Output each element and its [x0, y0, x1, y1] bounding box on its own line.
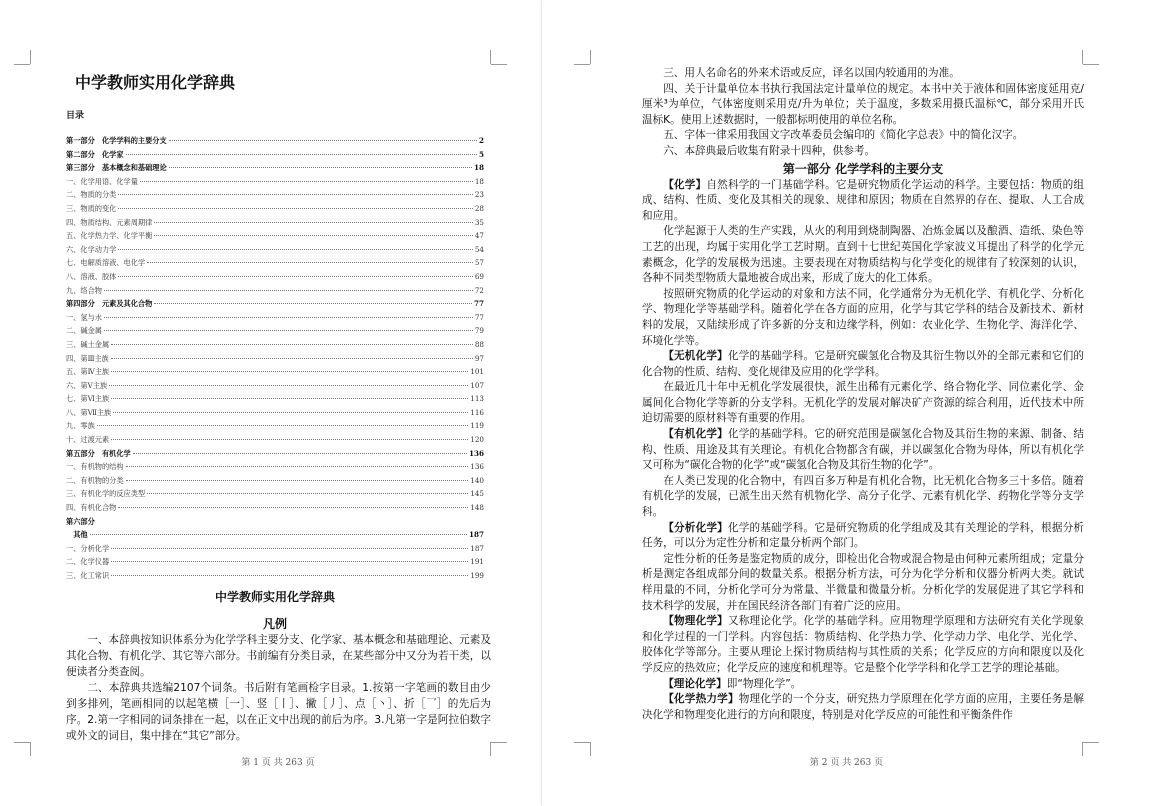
entry-text: 自然科学的一门基础学科。它是研究物质化学运动的科学。主要包括：物质的组成、结构、性质、变化及其相关的现象、规律和原因；物质在自然界的存在、提取、人工合成和应用。	[642, 178, 1085, 222]
toc-leader-dots	[118, 507, 468, 508]
toc-entry-title: 九、络合物	[66, 285, 102, 295]
dictionary-entry	[642, 552, 1084, 614]
toc-leader-dots	[111, 561, 468, 562]
toc-entry-page: 2	[478, 136, 484, 145]
toc-entry[interactable]	[66, 557, 484, 571]
corner-mark	[490, 50, 491, 64]
toc-entry-title: 六、第Ⅴ主族	[66, 380, 108, 390]
toc-leader-dots	[118, 249, 473, 250]
toc-entry[interactable]	[66, 272, 484, 286]
dictionary-entry	[642, 287, 1084, 349]
toc-leader-dots	[118, 194, 473, 195]
toc-entry-page: 57	[474, 258, 484, 268]
toc-leader-dots	[113, 412, 468, 413]
toc-entry-page: 77	[473, 299, 484, 309]
toc-leader-dots	[133, 453, 467, 454]
toc-entry[interactable]	[66, 544, 484, 558]
toc-entry-title: 三、碱土金属	[66, 339, 110, 349]
toc-entry[interactable]	[66, 462, 484, 476]
table-of-contents	[66, 136, 484, 585]
toc-entry[interactable]	[66, 489, 484, 503]
toc-entry-title: 二、有机物的分类	[66, 475, 124, 485]
entry-term: 【分析化学】	[663, 521, 728, 534]
toc-leader-dots	[169, 167, 472, 168]
toc-entry[interactable]	[66, 286, 484, 300]
toc-leader-dots	[111, 548, 468, 549]
corner-mark	[491, 64, 507, 65]
toc-entry-page: 119	[470, 421, 484, 431]
toc-entry[interactable]	[66, 503, 484, 517]
dictionary-entry	[642, 224, 1084, 286]
toc-entry[interactable]	[66, 326, 484, 340]
entry-term: 【理论化学】	[663, 677, 727, 690]
toc-entry-title: 五、第Ⅳ主族	[66, 367, 110, 377]
toc-entry[interactable]	[66, 421, 484, 435]
entry-term: 【有机化学】	[663, 428, 728, 441]
toc-entry-page: 199	[470, 571, 484, 580]
toc-leader-dots	[111, 398, 468, 399]
entry-text: 在人类已发现的化合物中，有四百多万种是有机化合物，比无机化合物多三十多倍。随着有机化学的发展，已派生出天然有机物化学、高分子化学、元素有机化学、药物化学等分支学科。	[642, 474, 1084, 519]
paragraph: 六、本辞典最后收集有附录十四种，供参考。	[663, 144, 876, 157]
toc-leader-dots	[111, 358, 473, 359]
toc-entry-title: 五、化学热力学、化学平衡	[66, 231, 153, 241]
toc-entry[interactable]	[66, 136, 484, 150]
corner-mark	[14, 742, 30, 743]
toc-leader-dots	[154, 222, 473, 223]
toc-leader-dots	[97, 425, 469, 426]
toc-entry-page: 191	[470, 557, 484, 567]
toc-entry-title: 一、有机物的结构	[66, 462, 124, 472]
toc-entry[interactable]	[66, 190, 484, 204]
toc-entry[interactable]	[66, 435, 484, 449]
toc-entry[interactable]	[66, 530, 484, 544]
toc-leader-dots	[126, 466, 469, 467]
part-heading: 第一部分 化学学科的主要分支	[782, 161, 944, 176]
toc-entry-title: 二、碱金属	[66, 326, 102, 336]
toc-entry-page: 35	[474, 217, 484, 227]
toc-entry[interactable]	[66, 354, 484, 368]
toc-leader-dots	[109, 385, 468, 386]
toc-leader-dots	[126, 154, 477, 155]
toc-entry-page: 101	[470, 367, 484, 377]
toc-entry-page: 18	[474, 176, 484, 186]
toc-entry[interactable]	[66, 394, 484, 408]
toc-entry-title: 其他	[66, 530, 88, 540]
toc-entry-page: 148	[470, 503, 484, 513]
entry-text: 又称理论化学。化学的基础学科。应用物理学原理和方法研究有关化学现象和化学过程的一门学科。内容包括：物质结构、化学热力学、化学动力学、电化学、光化学、胶体化学等部分。主要从理论上探讨物质结构与其性质的关系；化学反应的方向和限度以及化学反应的热效应；化学反应的速度和机理等。它是整个化学学科和化学工艺学的理论基础。	[642, 615, 1085, 674]
toc-entry-page: 116	[470, 407, 484, 417]
entry-text: 化学的基础学科。它是研究物质的化学组成及其有关理论的学科，根据分析任务，可以分为定性分析和定量分析两个部门。	[642, 521, 1085, 550]
corner-mark	[30, 742, 31, 756]
entry-text: 化学的基础学科。它是研究碳氢化合物及其衍生物以外的全部元素和它们的化合物的性质、结构、变化规律及应用的化学学科。	[642, 350, 1085, 378]
toc-entry-title: 第二部分 化学家	[66, 149, 124, 159]
toc-entry[interactable]	[66, 231, 484, 245]
document-title: 中学教师实用化学辞典	[75, 73, 236, 92]
corner-mark	[490, 742, 491, 756]
toc-entry[interactable]	[66, 381, 484, 395]
toc-entry[interactable]	[66, 367, 484, 381]
toc-leader-dots	[104, 290, 473, 291]
dictionary-entry	[642, 677, 1084, 693]
entry-term: 【物理化学】	[663, 615, 728, 628]
toc-entry-page: 88	[474, 339, 484, 349]
paragraph: 一、本辞典按知识体系分为化学学科主要分支、化学家、基本概念和基础理论、元素及其化合物、有机化学、其它等六部分。书前编有分类目录，在某些部分中又分为若干类，以便读者分类查阅。	[66, 634, 491, 678]
toc-entry-page: 77	[474, 312, 484, 322]
toc-entry[interactable]	[66, 517, 484, 531]
page1-body	[66, 632, 491, 744]
toc-entry[interactable]	[66, 313, 484, 327]
paragraph: 三、用人名命名的外来术语或反应，译名以国内较通用的为准。	[663, 67, 960, 79]
toc-leader-dots	[147, 493, 468, 494]
toc-entry[interactable]	[66, 177, 484, 191]
entries	[642, 178, 1084, 724]
entry-text: 在最近几十年中无机化学发展很快，派生出稀有元素化学、络合物化学、同位素化学、金属间化合物化学等新的分支学科。无机化学的发展对解决矿产资源的综合利用，近代技术中所迫切需要的原材料等有重要的作用。	[642, 381, 1084, 425]
corner-mark	[574, 64, 590, 65]
toc-entry-page: 97	[474, 353, 484, 363]
paragraph: 二、本辞典共选编2107个词条。书后附有笔画检字目录。1.按第一字笔画的数目由少到多排列，笔画相同的以起笔横［一］、竖［丨］、撇［丿］、点［丶］、折［乛］的先后为序。2.第一字相同的词条排在一起，以在正文中出现的前后为序。3.凡第一字是阿拉伯数字或外文的词目，集中排在“其它”部分。	[66, 682, 491, 742]
toc-entry-page: 136	[468, 448, 484, 458]
toc-entry[interactable]	[66, 204, 484, 218]
dictionary-entry	[642, 427, 1084, 474]
toc-leader-dots	[147, 262, 473, 263]
toc-entry-page: 113	[470, 394, 484, 404]
dictionary-entry	[642, 692, 1084, 723]
toc-entry-title: 七、电解质溶液、电化学	[66, 258, 146, 268]
dictionary-entry	[642, 521, 1084, 552]
page-2	[542, 0, 1151, 806]
entry-text: 物理化学的一个分支，研究热力学原理在化学方面的应用，主要任务是解决化学和物理变化进行的方向和限度，特别是对化学反应的可能性和平衡条件作	[642, 693, 1085, 721]
toc-entry[interactable]	[66, 150, 484, 164]
dictionary-entry	[642, 349, 1084, 380]
toc-entry[interactable]	[66, 163, 484, 177]
toc-leader-dots	[126, 480, 469, 481]
toc-leader-dots	[118, 276, 473, 277]
corner-mark	[1082, 50, 1083, 64]
toc-entry-page: 23	[474, 190, 484, 200]
toc-entry-title: 四、物质结构、元素周期律	[66, 217, 153, 227]
entry-text: 化学的基础学科。它的研究范围是碳氢化合物及其衍生物的来源、制备、结构、性质、用途及其有关理论。有机化合物都含有碳，并以碳氢化合物为母体，所以有机化学又可称为“碳化合物的化学”或“碳氢化合物及其衍生物的化学”。	[642, 428, 1085, 472]
section-title: 凡例	[262, 617, 287, 631]
toc-entry-page: 72	[474, 285, 484, 295]
toc-entry-page: 140	[470, 475, 484, 485]
entry-text: 即“物理化学”。	[726, 677, 802, 690]
toc-entry[interactable]	[66, 218, 484, 232]
toc-entry-title: 六、化学动力学	[66, 244, 117, 254]
toc-entry[interactable]	[66, 258, 484, 272]
page-footer: 第 2 页 共 263 页	[809, 758, 884, 768]
toc-leader-dots	[118, 208, 473, 209]
toc-entry[interactable]	[66, 245, 484, 259]
toc-entry-title: 八、第Ⅶ主族	[66, 407, 112, 417]
toc-entry-title: 三、有机化学的反应类型	[66, 489, 146, 499]
dictionary-entry	[642, 474, 1084, 521]
corner-mark	[14, 64, 30, 65]
corner-mark	[491, 742, 507, 743]
corner-mark	[30, 50, 31, 64]
toc-entry-title: 第三部分 基本概念和基础理论	[66, 163, 167, 173]
toc-entry-title: 第一部分 化学学科的主要分支	[66, 136, 167, 145]
toc-entry[interactable]	[66, 476, 484, 490]
corner-mark	[1083, 742, 1099, 743]
corner-mark	[1082, 742, 1083, 756]
entry-term: 【化学】	[663, 178, 707, 191]
page-footer: 第 1 页 共 263 页	[241, 758, 315, 768]
toc-entry-title: 三、化工常识	[66, 571, 110, 580]
toc-entry-title: 九、零族	[66, 421, 95, 431]
body-title: 中学教师实用化学辞典	[214, 590, 335, 604]
toc-leader-dots	[90, 534, 467, 535]
toc-entry-title: 三、物质的变化	[66, 203, 117, 213]
toc-entry-title: 七、第Ⅵ主族	[66, 394, 110, 404]
toc-entry-page: 5	[478, 149, 484, 159]
toc-leader-dots	[154, 235, 473, 236]
entry-text: 化学起源于人类的生产实践，从火的利用到烧制陶器、冶炼金属以及酿酒、造纸、染色等工艺的出现，均属于实用化学工艺时期。直到十七世纪英国化学家波义耳提出了科学的化学元素概念，化学的发展极为迅速。主要表现在对物质结构与化学变化的规律有了较深刻的认识，各种不同类型物质大量地被合成出来，形成了庞大的化工体系。	[642, 225, 1084, 285]
dictionary-entry	[642, 380, 1084, 427]
toc-leader-dots	[154, 303, 472, 304]
toc-label: 目录	[66, 111, 85, 121]
toc-entry-title: 十、过渡元素	[66, 435, 110, 445]
toc-entry[interactable]	[66, 408, 484, 422]
toc-entry-title: 四、第Ⅲ主族	[66, 353, 109, 363]
toc-entry-page: 18	[473, 163, 484, 173]
toc-entry-title: 第六部分	[66, 516, 95, 526]
toc-entry[interactable]	[66, 571, 484, 585]
corner-mark	[590, 50, 591, 64]
entry-term: 【无机化学】	[663, 350, 728, 363]
toc-entry-title: 一、化学用语、化学量	[66, 176, 138, 186]
page-1	[0, 0, 556, 806]
toc-entry[interactable]	[66, 449, 484, 463]
toc-leader-dots	[111, 371, 468, 372]
toc-entry-title: 八、溶液、胶体	[66, 271, 117, 281]
toc-entry[interactable]	[66, 299, 484, 313]
corner-mark	[590, 742, 591, 756]
page2-body	[642, 66, 1084, 723]
toc-entry-page: 28	[474, 203, 484, 213]
toc-leader-dots	[111, 439, 468, 440]
toc-entry-page: 136	[470, 462, 484, 472]
corner-mark	[574, 742, 590, 743]
toc-entry-title: 二、物质的分类	[66, 190, 117, 200]
toc-entry-page: 145	[470, 489, 484, 499]
paragraph: 五、字体一律采用我国文字改革委员会编印的《简化字总表》中的简化汉字。	[663, 129, 1024, 142]
toc-entry-title: 第四部分 元素及其化合物	[66, 299, 153, 309]
toc-entry-page: 120	[470, 435, 484, 445]
toc-entry-title: 第五部分 有机化学	[66, 448, 131, 458]
toc-leader-dots	[140, 181, 473, 182]
corner-mark	[1083, 64, 1099, 65]
entry-text: 定性分析的任务是鉴定物质的成分，即检出化合物或混合物是由何种元素所组成；定量分析是测定各组成部分间的数量关系。根据分析方法，可分为化学分析和仪器分析两大类。就试样用量的不同，分析化学可分为常量、半微量和微量分析。分析化学的发展促进了其它学科和技术科学的发展，并在国民经济各部门有着广泛的应用。	[642, 552, 1084, 612]
toc-leader-dots	[104, 330, 473, 331]
toc-entry-page: 79	[474, 326, 484, 336]
toc-entry-title: 一、分析化学	[66, 543, 110, 553]
entry-term: 【化学热力学】	[663, 693, 739, 706]
toc-entry-page: 187	[470, 543, 484, 553]
toc-entry-page: 107	[470, 380, 484, 390]
toc-entry-title: 四、有机化合物	[66, 503, 117, 513]
toc-entry-page: 69	[474, 271, 484, 281]
toc-leader-dots	[111, 344, 473, 345]
dictionary-entry	[642, 178, 1084, 225]
paragraph: 四、关于计量单位本书执行我国法定计量单位的规定。本书中关于液体和固体密度延用克/厘米³为单位，气体密度则采用克/升为单位；关于温度，多数采用摄氏温标℃，部分采用开氏温标K。使用上述数据时，一般都标明使用的单位名称。	[642, 82, 1084, 126]
toc-leader-dots	[111, 575, 468, 576]
toc-entry[interactable]	[66, 340, 484, 354]
toc-entry-title: 二、化学仪器	[66, 557, 110, 567]
toc-leader-dots	[104, 317, 473, 318]
toc-entry-page: 47	[474, 231, 484, 241]
entry-text: 按照研究物质的化学运动的对象和方法不同，化学通常分为无机化学、有机化学、分析化学、物理化学等基础学科。随着化学在各方面的应用，化学与其它学科的结合及新技术、新材料的发展，又陆续形成了许多新的分支和边缘学科，例如：农业化学、生物化学、海洋化学、环境化学等。	[642, 287, 1084, 347]
toc-entry-page: 187	[468, 530, 484, 540]
toc-leader-dots	[169, 140, 477, 141]
dictionary-entry	[642, 614, 1084, 676]
toc-entry-title: 一、氢与水	[66, 312, 102, 322]
toc-entry-page: 54	[474, 244, 484, 254]
